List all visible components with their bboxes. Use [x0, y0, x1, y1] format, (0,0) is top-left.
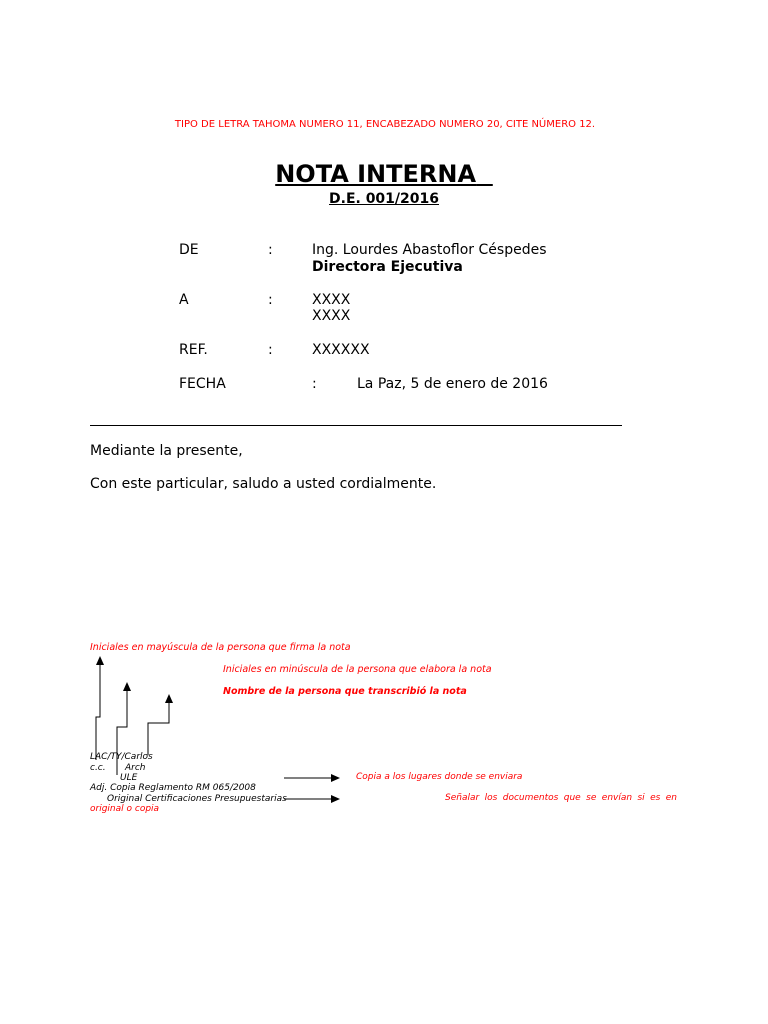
- sender-name: Ing. Lourdes Abastoflor Céspedes: [312, 242, 547, 258]
- footer-original: Original Certificaciones Presupuestarias: [107, 794, 287, 804]
- footer-initials: LAC/TY/Carlos: [90, 752, 153, 762]
- de-label: DE: [179, 242, 199, 258]
- fecha-label: FECHA: [179, 376, 226, 392]
- annotation-copies: Copia a los lugares donde se enviara: [356, 772, 523, 782]
- footer-arch: Arch: [125, 763, 146, 773]
- annotation-initials-lower: Iniciales en minúscula de la persona que elabora la nota: [223, 664, 492, 675]
- annotation-transcriber: Nombre de la persona que transcribió la nota: [223, 686, 467, 697]
- footer-cc: c.c.: [90, 763, 106, 773]
- document-title: NOTA INTERNA: [275, 160, 477, 188]
- a-colon: :: [268, 292, 273, 308]
- arrow-up-icon: [96, 656, 104, 665]
- fecha-colon: :: [312, 376, 317, 392]
- recipient-line-1: XXXX: [312, 292, 351, 308]
- ref-label: REF.: [179, 342, 208, 358]
- sender-position: Directora Ejecutiva: [312, 259, 463, 275]
- footer-ule: ULE: [120, 773, 138, 783]
- annotation-initials-upper: Iniciales en mayúscula de la persona que firma la nota: [90, 642, 351, 653]
- document-cite: D.E. 001/2016: [329, 191, 439, 207]
- body-greeting: Mediante la presente,: [90, 443, 243, 459]
- footer-adjunto: Adj. Copia Reglamento RM 065/2008: [90, 783, 256, 793]
- arrow-up-icon: [165, 694, 173, 703]
- a-label: A: [179, 292, 189, 308]
- arrow-up-icon: [123, 682, 131, 691]
- arrow-right-icon: [331, 774, 340, 782]
- annotation-documents: Señalar los documentos que se envían si es en original o copia: [90, 793, 677, 814]
- date-value: La Paz, 5 de enero de 2016: [357, 376, 548, 392]
- de-colon: :: [268, 242, 273, 258]
- recipient-line-2: XXXX: [312, 308, 351, 324]
- ref-colon: :: [268, 342, 273, 358]
- reference-value: XXXXXX: [312, 342, 370, 358]
- format-instruction-note: TIPO DE LETRA TAHOMA NUMERO 11, ENCABEZADO NUMERO 20, CITE NÚMERO 12.: [174, 119, 596, 130]
- body-closing: Con este particular, saludo a usted cordialmente.: [90, 476, 437, 492]
